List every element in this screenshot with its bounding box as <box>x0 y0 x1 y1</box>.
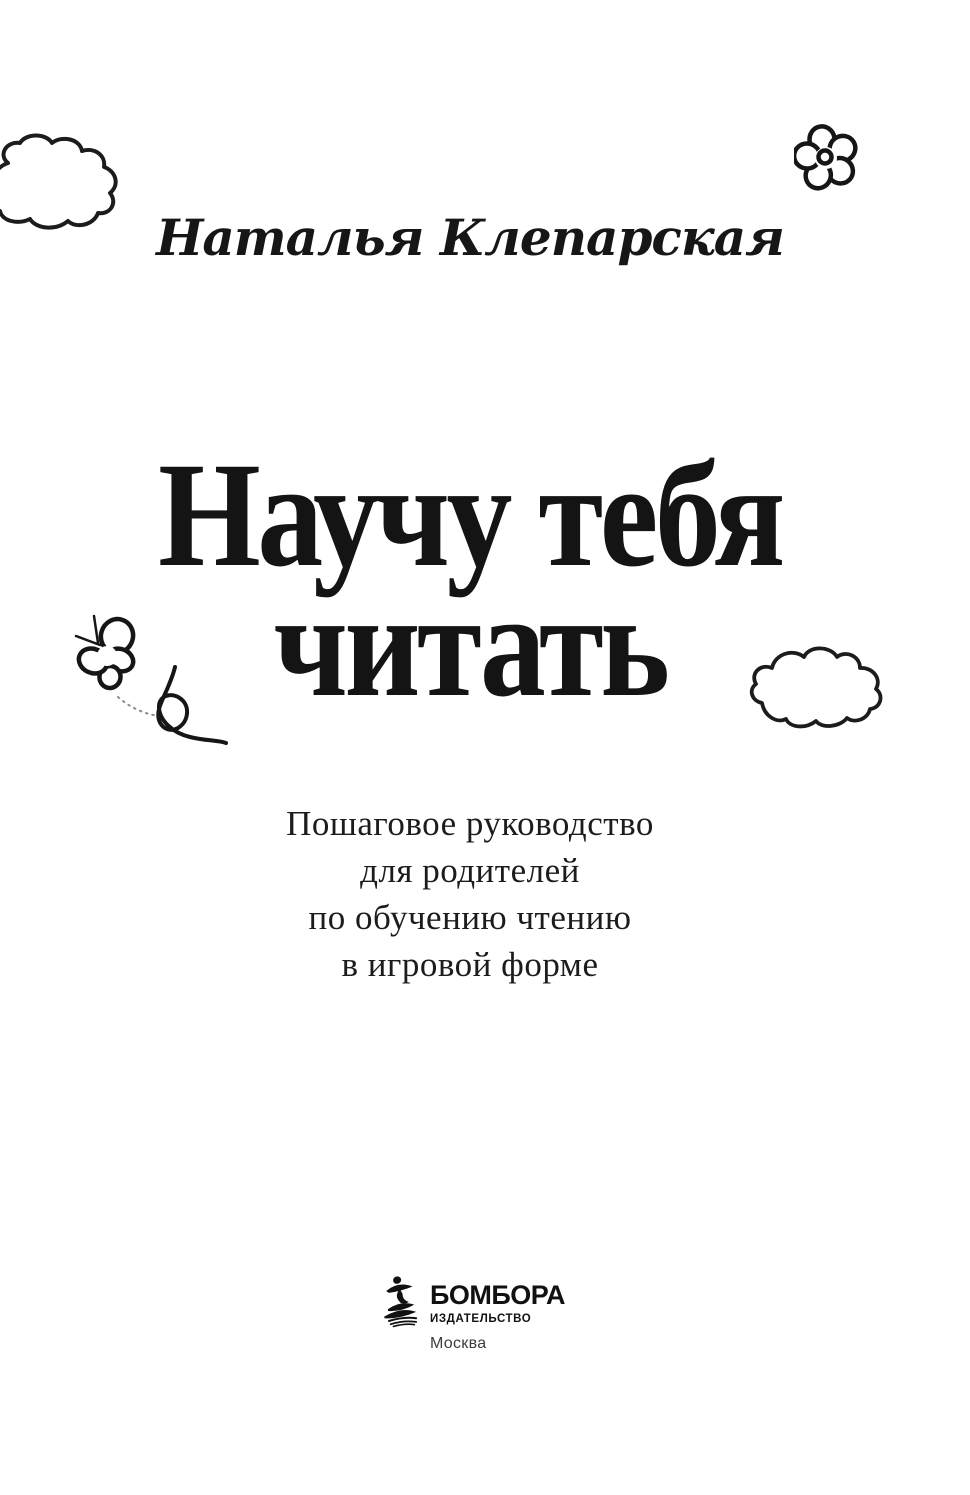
butterfly-icon <box>66 606 231 756</box>
book-title-line-2: читать <box>273 562 667 728</box>
book-title-line-1: Научу тебя <box>158 432 782 598</box>
book-subtitle <box>0 800 940 988</box>
subtitle-line-2: для родителей <box>360 851 580 890</box>
publisher-text-block <box>430 1274 565 1353</box>
flight-squiggle-icon <box>118 697 158 716</box>
subtitle-line-4: в игровой форме <box>341 945 599 984</box>
author-name: Наталья Клепарская <box>156 208 784 267</box>
publisher-imprint <box>378 1274 565 1353</box>
flower-icon <box>794 124 862 192</box>
bombora-figure-logo-icon <box>378 1274 418 1328</box>
cloud-icon <box>748 643 890 735</box>
subtitle-line-1: Пошаговое руководство <box>286 804 654 843</box>
subtitle-line-3: по обучению чтению <box>308 898 632 937</box>
publisher-type: ИЗДАТЕЛЬСТВО <box>430 1313 532 1325</box>
publisher-city: Москва <box>430 1335 487 1352</box>
publisher-name: БОМБОРА <box>430 1280 565 1310</box>
